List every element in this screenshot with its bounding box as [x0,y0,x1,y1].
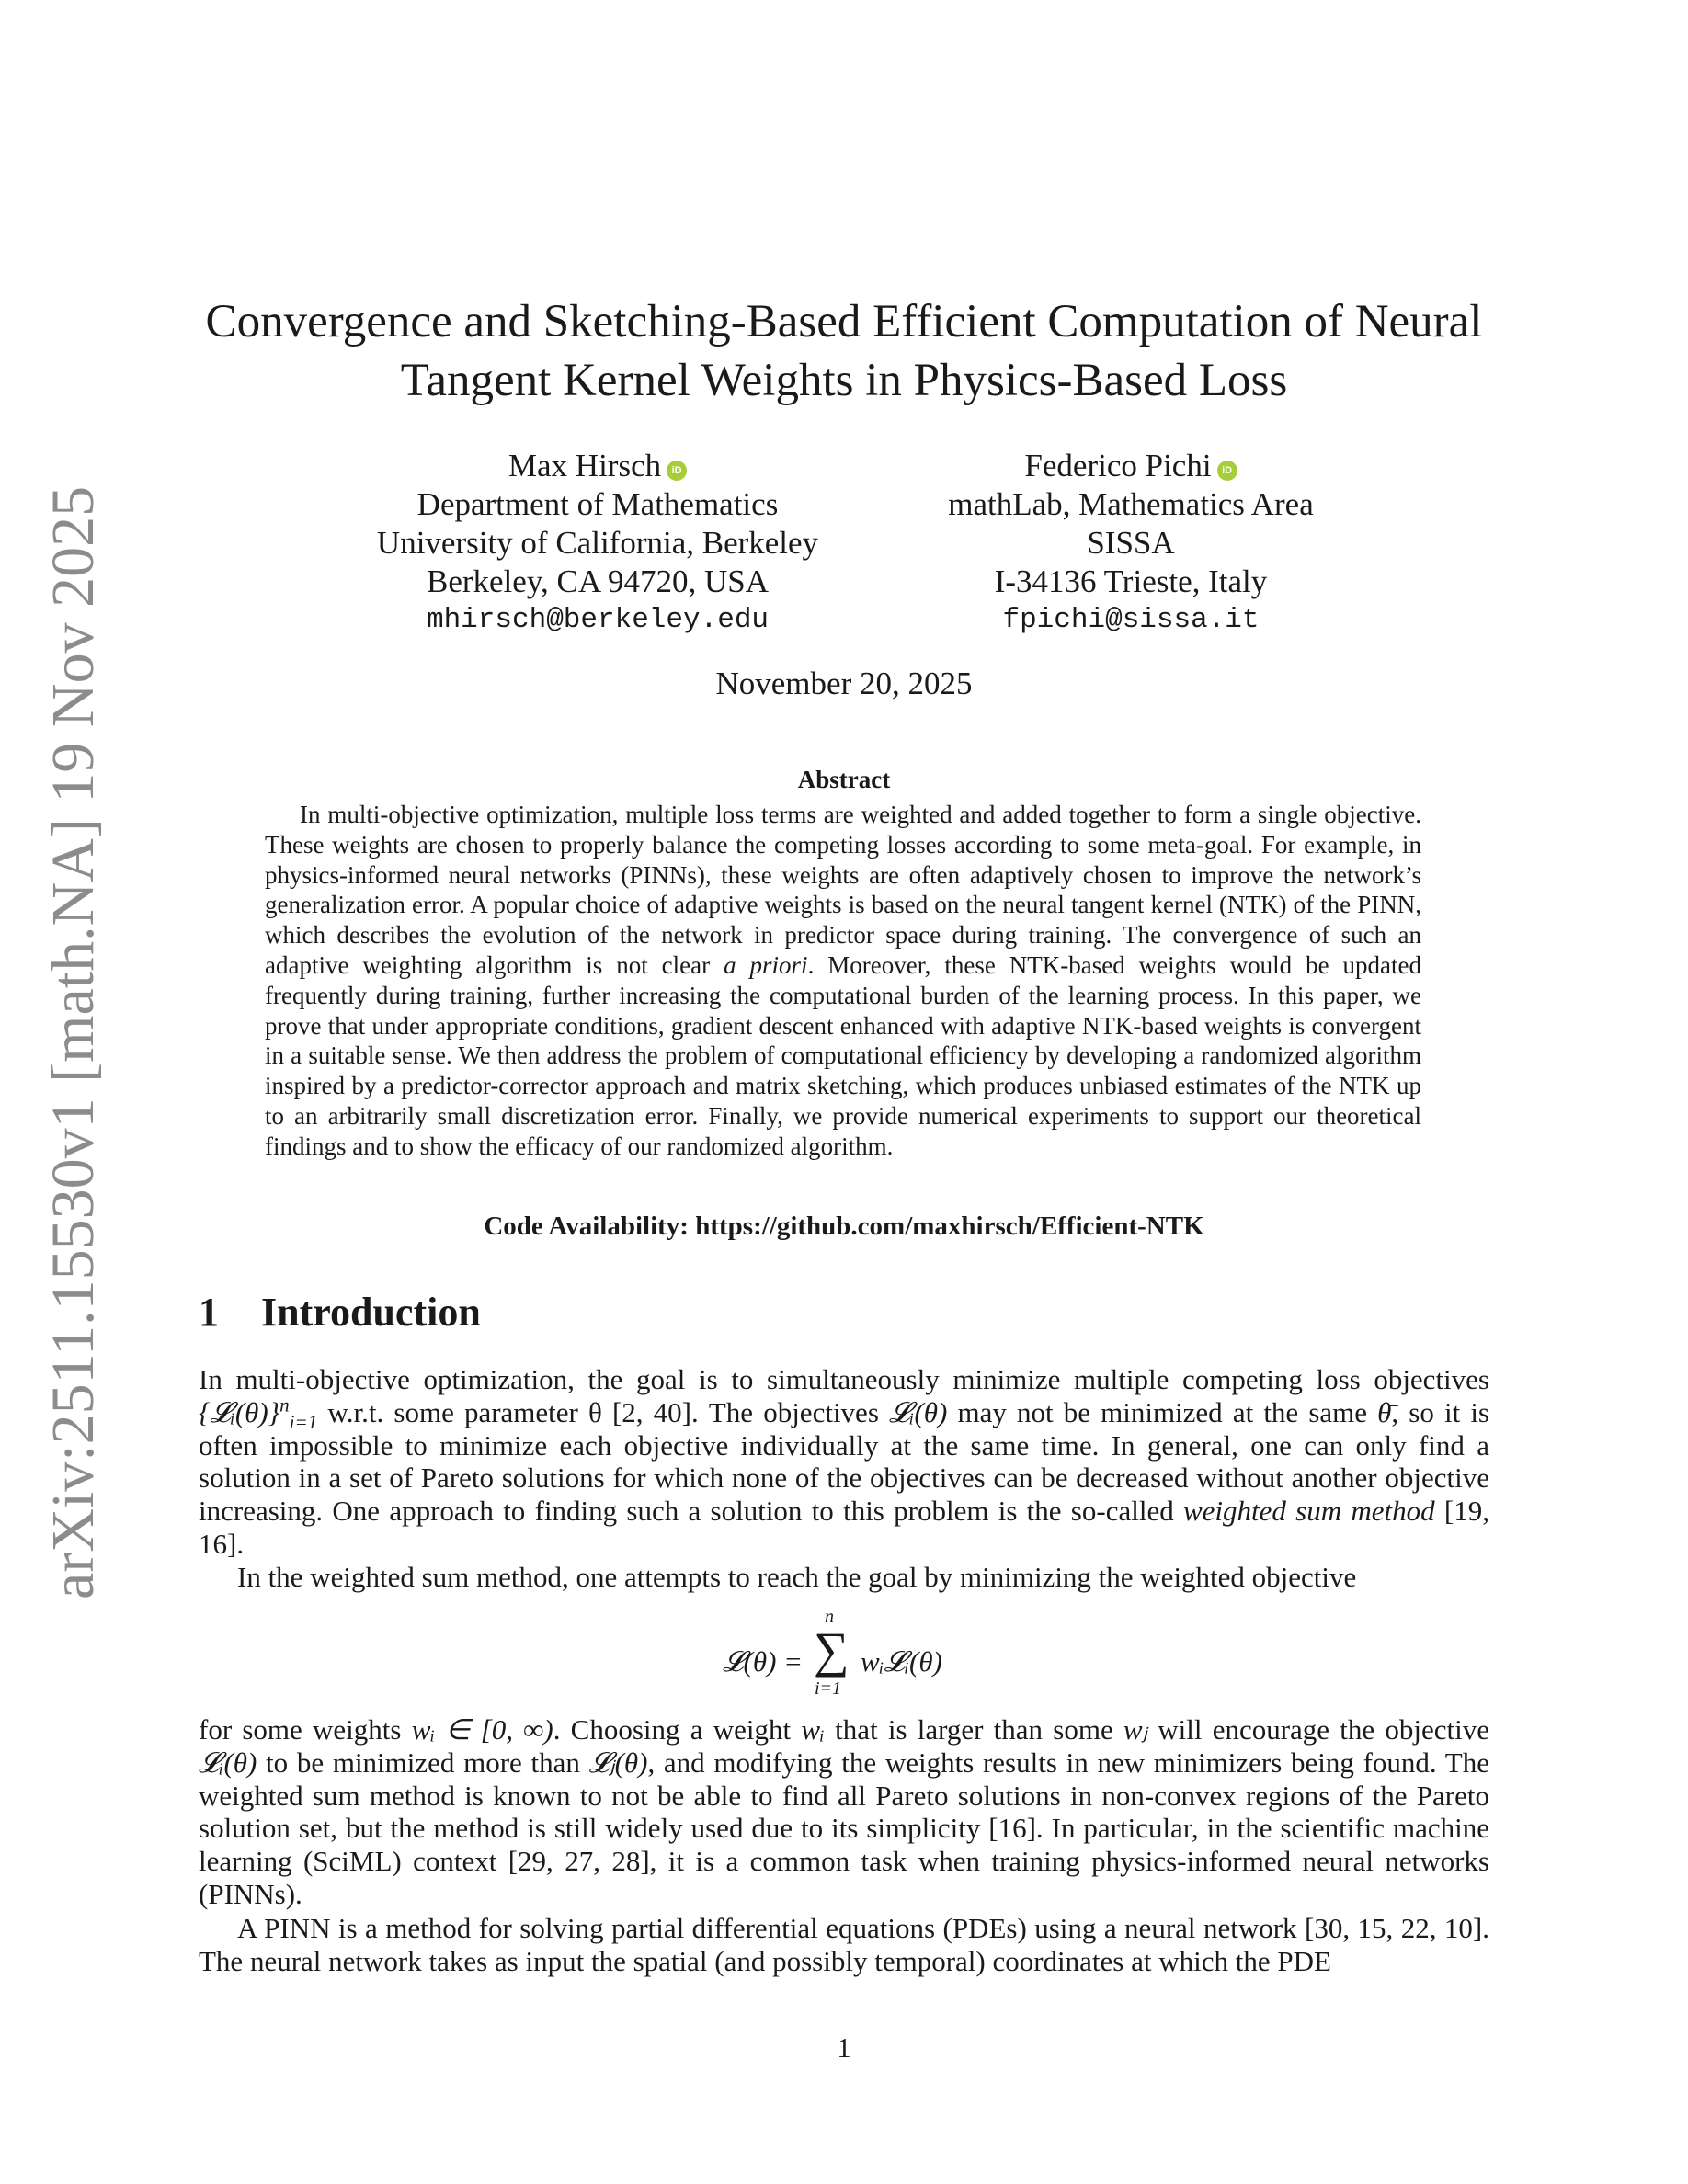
math-subscript: i=1 [289,1410,318,1433]
abstract-italic-phrase: a priori [724,950,808,979]
orcid-icon[interactable]: iD [1217,461,1237,481]
publication-date: November 20, 2025 [715,665,973,701]
math-loss-i: 𝓛ᵢ(θ) [889,1395,948,1428]
summation-sign: ∑ [814,1622,850,1678]
author-address: Berkeley, CA 94720, USA [426,563,769,599]
author-email[interactable]: mhirsch@berkeley.edu [426,604,770,636]
text-run: , so it is often impossible to minimize each objective individually at the same time. In general, one can only find a solution in a set of Pareto solutions for which none of the objectives can be decreased without another objective increasing. One approach to finding such a solution to this problem is the so-called [199,1395,1489,1528]
math-superscript: n [279,1393,290,1416]
author-name: Federico Pichi [1024,448,1212,483]
math-w-i: wᵢ [801,1713,825,1746]
equation-sum-upper-limit: n [825,1607,834,1627]
text-run: for some weights [199,1713,412,1746]
equation-sum-lower-limit: i=1 [815,1678,842,1699]
title-line-2: Tangent Kernel Weights in Physics-Based Loss [400,355,1288,406]
abstract-text-part-1: In multi-objective optimization, multiple loss terms are weighted and added together to form a single objective. These weights are chosen to properly balance the competing losses according to some meta-goal. For example, in physics-informed neural networks (PINNs), these weights are often adaptively chosen to improve the network’s generalization error. A popular choice of adaptive weights is based on the neural tangent kernel (NTK) of the PINN, which describes the evolution of the network in predictor space during training. The convergence of such an adaptive weighting algorithm is not clear [265,801,1421,979]
text-run: may not be minimized at the same [947,1395,1378,1428]
text-run: [19, 16]. [199,1495,1489,1560]
text-run: . Choosing a weight [553,1713,802,1746]
math-w-j: wⱼ [1123,1713,1148,1746]
author-department: Department of Mathematics [416,486,779,522]
code-availability-link[interactable]: Code Availability: https://github.com/maxhirsch/Efficient-NTK [484,1211,1204,1241]
text-run: , and modifying the weights results in new minimizers being found. The weighted sum method is known to not be able to find all Pareto solutions in non-convex regions of the Pareto solution set, but the method is still widely used due to its simplicity [16]. In particular, in the scientific machine learning (SciML) context [29, 27, 28], it is a common task when training physics-informed neural networks (PINNs). [199,1746,1489,1910]
math-weight-domain: wᵢ ∈ [0, ∞) [411,1713,553,1746]
weighted-sum-equation [0,1607,1688,1701]
section-number: 1 [199,1290,219,1335]
paper-title [184,292,1504,410]
intro-paragraph-3 [199,1713,1489,1911]
section-heading [199,1289,481,1336]
abstract-text-part-2: . Moreover, these NTK-based weights would be updated frequently during training, further increasing the computational burden of the learning process. In this paper, we prove that under appropriate conditions, gradient descent enhanced with adaptive NTK-based weights is convergent in a suitable sense. We then address the problem of computational efficiency by developing a randomized algorithm inspired by a predictor-corrector approach and matrix sketching, which produces unbiased estimates of the NTK up to an arbitrarily small discretization error. Finally, we provide numerical experiments to support our theoretical findings and to show the efficacy of our randomized algorithm. [265,950,1421,1160]
section-title: Introduction [261,1290,481,1335]
author-address: I-34136 Trieste, Italy [994,563,1268,599]
intro-paragraph-1 [199,1363,1489,1561]
italic-term: weighted sum method [1182,1495,1435,1528]
equation-rhs: wᵢ𝓛ᵢ(θ) [861,1645,942,1678]
text-run: will encourage the objective [1147,1713,1489,1746]
author-institution: University of California, Berkeley [376,525,819,561]
orcid-icon[interactable]: iD [667,461,687,481]
math-loss-set [199,1393,318,1433]
intro-paragraph-2: In the weighted sum method, one attempts to reach the goal by minimizing the weighted objective [237,1561,1357,1593]
text-run: In multi-objective optimization, the goal is to simultaneously minimize multiple competing loss objectives [199,1363,1489,1395]
text-run: w.r.t. some parameter θ [2, 40]. The objectives [317,1395,890,1428]
author-department: mathLab, Mathematics Area [948,486,1314,522]
equation-lhs: 𝓛(θ) = [723,1645,804,1678]
abstract-body [265,800,1421,1162]
text-run: that is larger than some [824,1713,1123,1746]
author-block-1 [349,447,846,640]
author-name: Max Hirsch [508,448,662,483]
math-loss-j: 𝓛ⱼ(θ) [588,1746,648,1779]
author-name-line [349,447,846,485]
author-name-line [883,447,1379,485]
math-theta-bar: θ̄ [1377,1395,1392,1428]
text-run: to be minimized more than [257,1746,589,1779]
author-institution: SISSA [1087,525,1175,561]
title-line-1: Convergence and Sketching-Based Efficient Computation of Neural [205,296,1483,347]
arxiv-identifier-stamp: arXiv:2511.15530v1 [math.NA] 19 Nov 2025 [40,485,107,1599]
author-email[interactable]: fpichi@sissa.it [1002,604,1260,636]
abstract-heading: Abstract [797,766,891,793]
math-loss-i: 𝓛ᵢ(θ) [199,1746,257,1779]
author-block-2 [883,447,1379,640]
intro-paragraph-4: A PINN is a method for solving partial differential equations (PDEs) using a neural network [30, 15, 22, 10]. The neural network takes as input the spatial (and possibly temporal) coordinates at which the PDE [199,1912,1489,1977]
page-number: 1 [837,2031,851,2064]
math-run: {𝓛ᵢ(θ)} [199,1395,280,1428]
